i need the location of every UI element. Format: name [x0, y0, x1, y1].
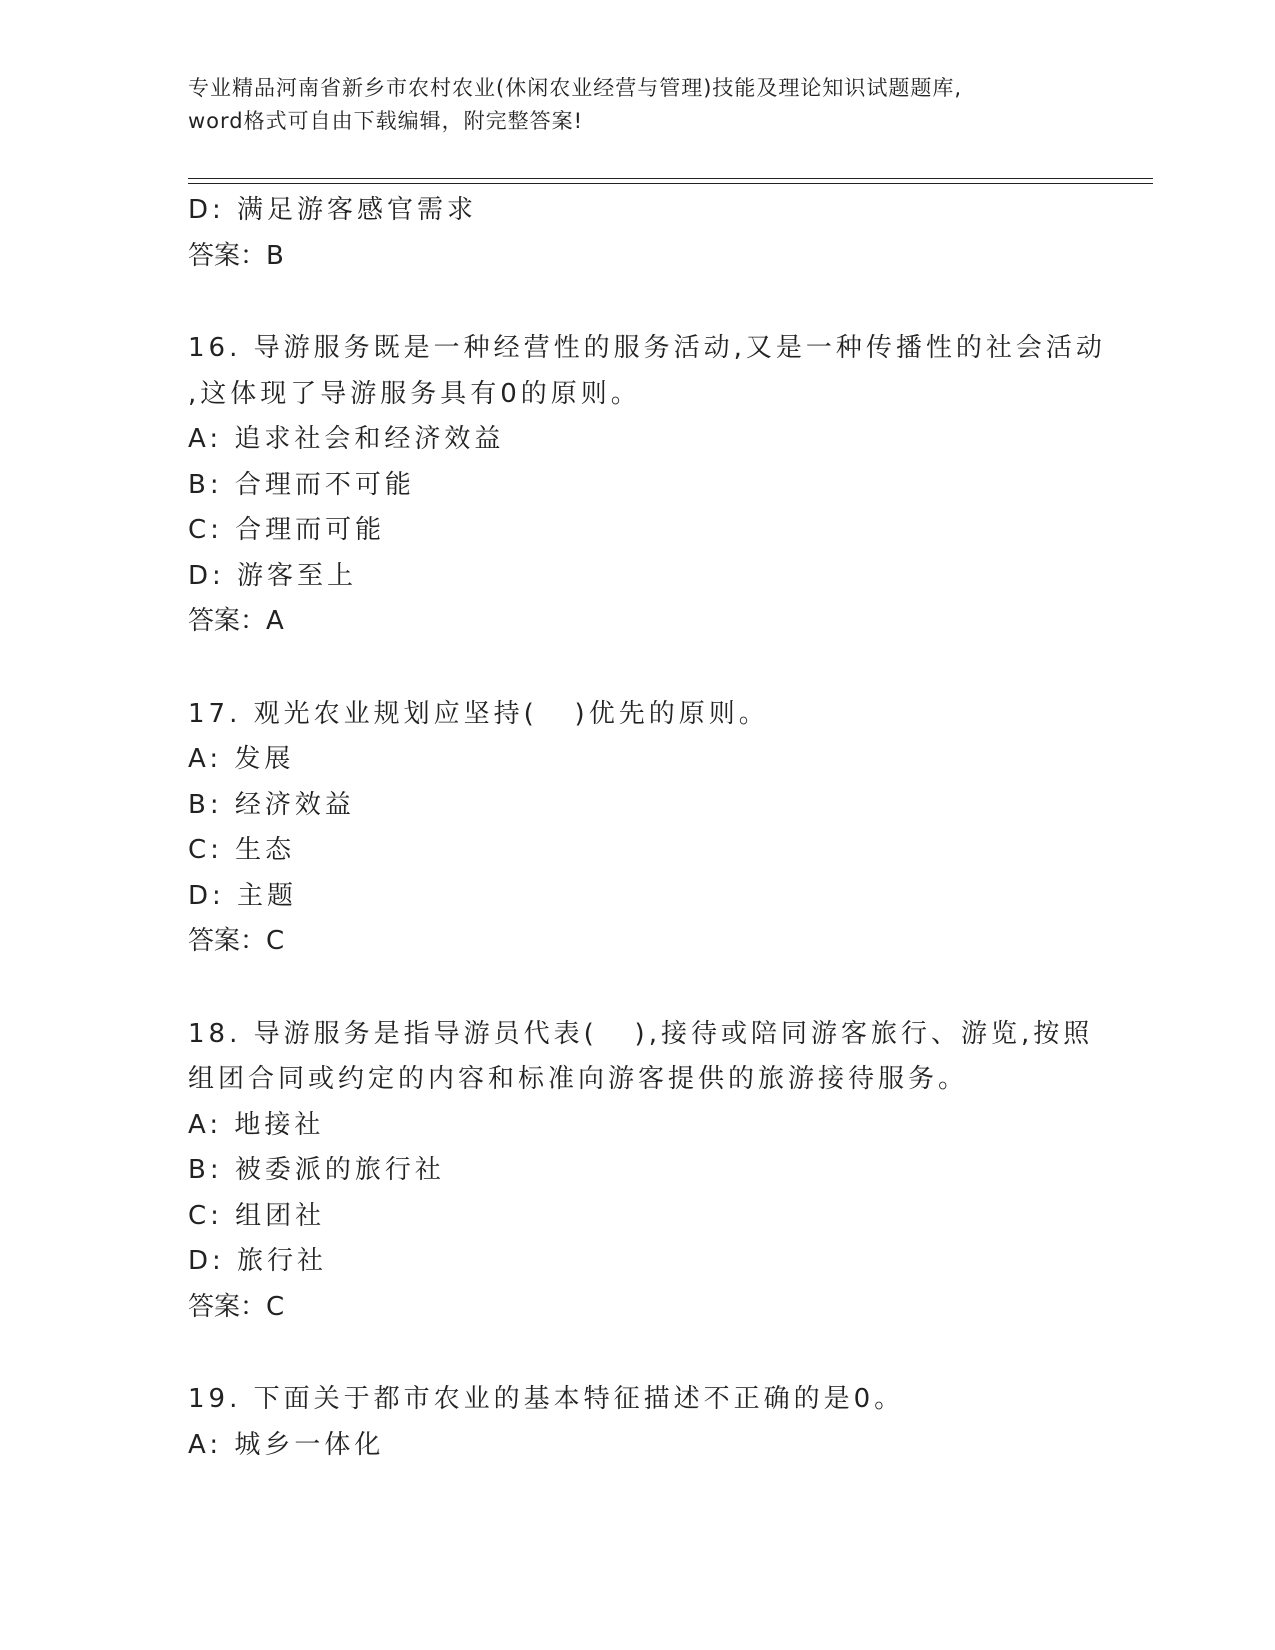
option-b: B: 经济效益: [188, 789, 355, 820]
question-text: 16. 导游服务既是一种经营性的服务活动,又是一种传播性的社会活动: [188, 333, 1106, 363]
option-c: C: 生态: [188, 835, 296, 865]
header-line-1: 专业精品河南省新乡市农村农业(休闲农业经营与管理)技能及理论知识试题题库,: [188, 76, 963, 100]
answer-label: 答案：A: [188, 606, 284, 636]
spacer: [188, 965, 1088, 1012]
question-15-tail: [188, 188, 1088, 279]
question-text: 18. 导游服务是指导游员代表( ),接待或陪同游客旅行、游览,按照: [188, 1018, 1094, 1049]
header-divider-bottom: [188, 183, 1153, 184]
option-d: D: 满足游客感官需求: [188, 195, 478, 225]
question-text: 19. 下面关于都市农业的基本特征描述不正确的是0。: [188, 1384, 905, 1414]
answer-label: 答案：B: [188, 240, 284, 271]
header-line-2: word格式可自由下载编辑，附完整答案!: [188, 109, 584, 133]
question-text-continued: ,这体现了导游服务具有0的原则。: [188, 378, 641, 409]
option-d: D: 旅行社: [188, 1246, 328, 1276]
spacer: [188, 279, 1088, 326]
question-16: [188, 326, 1106, 645]
question-text-continued: 组团合同或约定的内容和标准向游客提供的旅游接待服务。: [188, 1064, 969, 1094]
spacer: [188, 1330, 1088, 1377]
option-a: A: 追求社会和经济效益: [188, 424, 505, 454]
option-b: B: 合理而不可能: [188, 469, 415, 500]
answer-label: 答案：C: [188, 1291, 285, 1322]
question-list: [188, 188, 1106, 1468]
option-d: D: 游客至上: [188, 560, 358, 591]
answer-label: 答案：C: [188, 926, 285, 956]
question-text: 17. 观光农业规划应坚持( )优先的原则。: [188, 698, 769, 729]
header-divider-top: [188, 178, 1153, 179]
option-b: B: 被委派的旅行社: [188, 1155, 445, 1185]
question-17: [188, 692, 1088, 965]
option-a: A: 地接社: [188, 1109, 325, 1140]
option-a: A: 城乡一体化: [188, 1429, 385, 1460]
option-a: A: 发展: [188, 744, 295, 774]
option-c: C: 组团社: [188, 1200, 326, 1231]
document-header: [188, 72, 1088, 138]
question-18: [188, 1012, 1094, 1331]
spacer: [188, 645, 1088, 692]
question-19: [188, 1377, 1088, 1468]
option-d: D: 主题: [188, 880, 298, 911]
option-c: C: 合理而可能: [188, 515, 386, 545]
